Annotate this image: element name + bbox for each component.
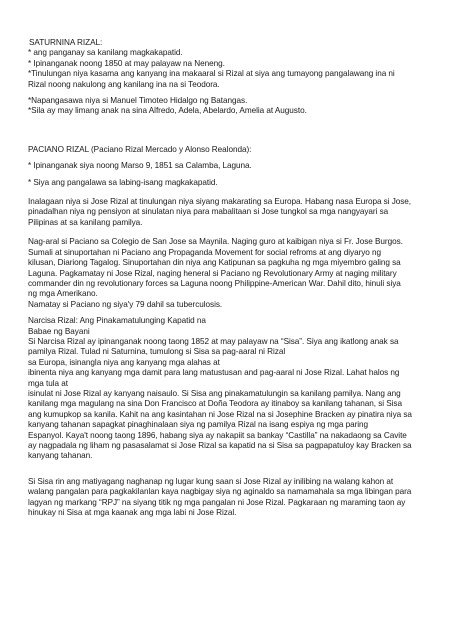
paciano-para2-line: ng mga Amerikano. bbox=[28, 289, 98, 299]
narcisa-para1-line: kanyang tahanan sapagkat pinaghinalaan siya ng pamilya Rizal na isang espiya ng mga paring bbox=[28, 420, 369, 430]
saturnina-napangasawa-line: *Napangasawa niya si Manuel Timoteo Hidalgo ng Batangas. bbox=[28, 96, 248, 106]
narcisa-para2-line: lagyan ng markang “RPJ” na siyang titik ng mga pangalan ni Jose Rizal. Pagkaraan ng maraming taon ay bbox=[28, 497, 406, 507]
narcisa-para1-line: Si Narcisa Rizal ay ipinanganak noong taong 1852 at may palayaw na “Sisa”. Siya ang ikatlong anak sa bbox=[28, 336, 399, 346]
paciano-heading: PACIANO RIZAL (Paciano Rizal Mercado y Alonso Realonda): bbox=[28, 144, 252, 154]
narcisa-para1-line: Espanyol. Kaya't noong taong 1896, habang siya ay nakapiit sa bankay “Castilla” na nakadaong sa Cavite bbox=[28, 430, 407, 440]
paciano-second: * Siya ang pangalawa sa labing-isang magkakapatid. bbox=[28, 177, 218, 187]
narcisa-para1-line: ay nagpadala ng liham ng pasasalamat si Jose Rizal sa kapatid na si Sisa sa pagpapatuloy kay Bracken sa bbox=[28, 441, 412, 450]
narcisa-para1-line: ang kumupkop sa kanila. Kahit na ang kasintahan ni Jose Rizal na si Josephine Bracken ay pinatira niya sa bbox=[28, 409, 412, 419]
saturnina-bullet: * ang panganay sa kanilang magkakapatid. bbox=[28, 48, 183, 58]
narcisa-para2-line: Si Sisa rin ang matiyagang naghanap ng lugar kung saan si Jose Rizal ay inilibing na walang kahon at bbox=[28, 476, 394, 486]
narcisa-heading: Narcisa Rizal: Ang Pinakamatulunging Kapatid na bbox=[28, 316, 206, 326]
paciano-para2-line: Nag-aral si Paciano sa Colegio de San Jose sa Maynila. Naging guro at kaibigan niya si Fr. Jose Burgos. bbox=[28, 237, 403, 247]
narcisa-para2-line: hinukay ni Sisa at mga kaanak ang mga labi ni Jose Rizal. bbox=[28, 508, 237, 518]
paciano-para1-line: Pilipinas at sa kanilang pamilya. bbox=[28, 217, 143, 227]
narcisa-para1-line: pamilya Rizal. Tulad ni Saturnina, tumulong si Sisa sa pag-aaral ni Rizal bbox=[28, 347, 286, 357]
paciano-para2-line: commander din ng revolutionary forces sa Laguna noong Philippine-American War. Dahil dito, hinuli siya bbox=[28, 278, 401, 288]
narcisa-para1-line: sa Europa, isinangla niya ang kanyang mga alahas at bbox=[28, 357, 220, 367]
narcisa-para1-line: ibinenta niya ang kanyang mga damit para lang matustusan and pag-aaral ni Jose Rizal. Lahat halos ng bbox=[28, 368, 400, 378]
paciano-para2-line: Namatay si Paciano ng siya'y 79 dahil sa tuberculosis. bbox=[28, 299, 223, 309]
saturnina-bullet: * Ipinanganak noong 1850 at may palayaw na Neneng. bbox=[28, 58, 225, 68]
narcisa-para1-line: isinulat ni Jose Rizal ay kanyang naisaulo. Si Sisa ang pinakamatulungin sa kanilang pamilya. Nang ang bbox=[28, 388, 401, 398]
paciano-para2-line: Sumali at sinuportahan ni Paciano ang Propaganda Movement for social refroms at ang diyaryo ng bbox=[28, 247, 382, 257]
paciano-para2-line: Laguna. Pagkamatay ni Jose Rizal, naging heneral si Paciano ng Revolutionary Army at naging military bbox=[28, 268, 397, 278]
narcisa-para2-line: walang pangalan para pagkakilanlan kaya nagbigay siya ng aginaldo sa namamahala sa mga libingan para bbox=[28, 487, 412, 497]
saturnina-tinulungan-line: *Tinulungan niya kasama ang kanyang ina makaaral si Rizal at siya ang tumayong pangalawang ina ni bbox=[28, 69, 395, 79]
paciano-para2-line: kilusan, Diariong Tagalog. Sinuportahan din niya ang Katipunan sa pagkuha ng mga miyembro galing sa bbox=[28, 258, 401, 268]
paciano-para1-line: pinadalhan niya ng pensiyon at sinulatan niya para mabalitaan si Jose tungkol sa mga nangyayari sa bbox=[28, 207, 389, 217]
saturnina-heading: SATURNINA RIZAL: bbox=[29, 38, 103, 47]
paciano-born: * Ipinanganak siya noong Marso 9, 1851 sa Calamba, Laguna. bbox=[28, 161, 252, 171]
narcisa-para1-line: kanilang mga magulang na sina Don Francisco at Doña Teodora ay itinaboy sa kanilang tahanan, si Sisa bbox=[28, 399, 402, 409]
saturnina-tinulungan-line: Rizal noong nakulong ang kanilang ina na si Teodora. bbox=[28, 79, 220, 89]
narcisa-para1-line: kanyang tahanan. bbox=[28, 451, 93, 461]
paciano-para1-line: Inalagaan niya si Jose Rizal at tinulungan niya siyang makarating sa Europa. Habang nasa Europa si Jose, bbox=[28, 197, 412, 207]
narcisa-para1-line: mga tula at bbox=[28, 378, 68, 388]
narcisa-heading: Babae ng Bayani bbox=[28, 326, 90, 336]
saturnina-napangasawa-line: *Sila ay may limang anak na sina Alfredo, Adela, Abelardo, Amelia at Augusto. bbox=[28, 106, 307, 116]
